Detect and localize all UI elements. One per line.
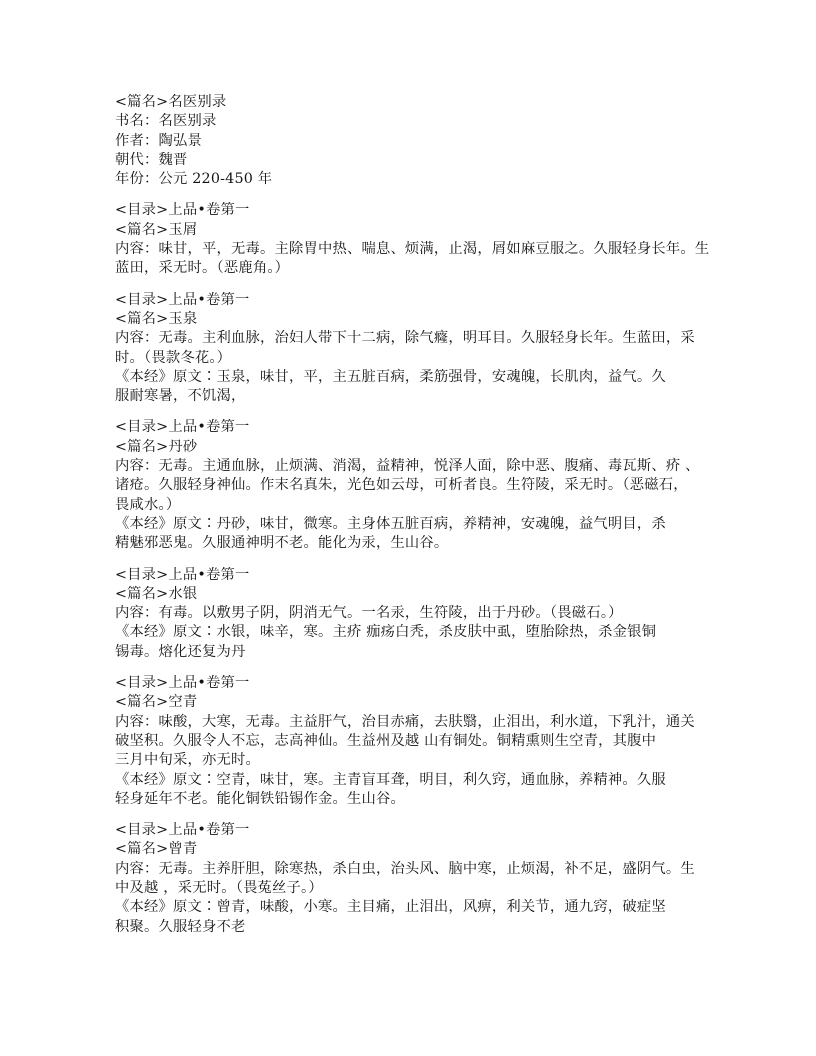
header-line-dynasty: 朝代：魏晋 [115,151,188,168]
title-line: <篇名>玉屑 [115,221,198,238]
content-line: 内容：味酸，大寒，无毒。主益肝气，治目赤痛，去肤翳，止泪出，利水道，下乳汁，通关 [115,713,695,730]
benjing-line: 积聚。久服轻身不老 [115,918,246,935]
content-line: 内容：无毒。主通血脉，止烦满、消渴，益精神，悦泽人面，除中恶、腹痛、毒瓦斯、疥 、 [115,458,700,475]
section-yuquan [115,291,715,407]
benjing-line: 轻身延年不老。能化铜铁铅锡作金。生山谷。 [115,790,405,807]
benjing-line: 《本经》原文∶丹砂，味甘，微寒。主身体五脏百病，养精神，安魂魄，益气明目，杀 [115,515,666,532]
content-line: 中及越 ，采无时。（畏菟丝子。） [115,879,323,896]
title-line: <篇名>空青 [115,694,198,711]
header-line-pianming: <篇名>名医别录 [115,94,227,110]
content-line: 内容：无毒。主利血脉，治妇人带下十二病，除气癃，明耳目。久服轻身长年。生蓝田，采 [115,330,695,347]
benjing-line: 《本经》原文∶曾青，味酸，小寒。主目痛，止泪出，风痹，利关节，通九窍，破症坚 [115,899,666,916]
header-line-book-title: 书名：名医别录 [115,113,217,130]
content-line: 畏咸水。） [115,496,181,513]
document-body [115,93,715,949]
section-dansha [115,418,715,553]
benjing-line: 锡毒。熔化还复为丹 [115,643,246,660]
toc-line: <目录>上品•卷第一 [115,291,250,308]
content-line: 内容：味甘，平，无毒。主除胃中热、喘息、烦满，止渴，屑如麻豆服之。久服轻身长年。生 [115,241,710,258]
section-kongqing [115,674,715,809]
content-line: 时。（畏款冬花。） [115,349,232,366]
title-line: <篇名>玉泉 [115,310,198,327]
section-shuiyin [115,566,715,662]
title-line: <篇名>丹砂 [115,438,198,455]
content-line: 内容：无毒。主养肝胆，除寒热，杀白虫，治头风、脑中寒，止烦渴，补不足，盛阴气。生 [115,860,695,877]
toc-line: <目录>上品•卷第一 [115,822,250,839]
content-line: 破坚积。久服令人不忘，志高神仙。生益州及越 山有铜处。铜精熏则生空青，其腹中 [115,732,657,749]
toc-line: <目录>上品•卷第一 [115,675,250,692]
benjing-line: 精魅邪恶鬼。久服通神明不老。能化为汞，生山谷。 [115,535,449,552]
content-line: 诸疮。久服轻身神仙。作末名真朱，光色如云母，可析者良。生符陵，采无时。（恶磁石， [115,477,688,494]
toc-line: <目录>上品•卷第一 [115,419,250,436]
toc-line: <目录>上品•卷第一 [115,202,250,219]
section-zengqing [115,821,715,937]
title-line: <篇名>曾青 [115,841,198,858]
document-header [115,93,715,189]
content-line: 三月中旬采，亦无时。 [115,752,260,769]
content-line: 蓝田，采无时。（恶鹿角。） [115,260,290,277]
benjing-line: 《本经》原文∶空青，味甘，寒。主青盲耳聋，明目，利久窍，通血脉，养精神。久服 [115,771,666,788]
content-line: 内容：有毒。以敷男子阴，阴消无气。一名汞，生符陵，出于丹砂。（畏磁石。） [115,605,623,622]
header-line-author: 作者：陶弘景 [115,132,202,149]
section-yuxie [115,201,715,278]
benjing-line: 《本经》原文∶水银，味辛，寒。主疥 痂疡白秃，杀皮肤中虱，堕胎除热，杀金银铜 [115,624,657,641]
benjing-line: 《本经》原文∶玉泉，味甘，平，主五脏百病，柔筋强骨，安魂魄，长肌肉，益气。久 [115,368,666,385]
header-line-year: 年份：公元 220-450 年 [115,171,273,188]
toc-line: <目录>上品•卷第一 [115,566,250,583]
benjing-line: 服耐寒暑，不饥渴， [115,388,246,405]
title-line: <篇名>水银 [115,585,198,602]
